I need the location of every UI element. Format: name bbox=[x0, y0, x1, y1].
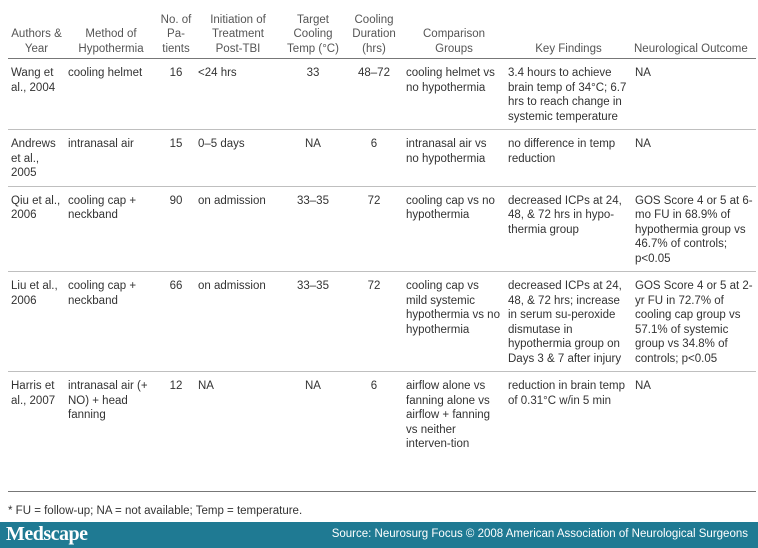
header-method: Method of Hypothermia bbox=[65, 4, 157, 59]
footnote: * FU = follow-up; NA = not available; Temp = temperature. bbox=[8, 505, 303, 517]
cell-patients: 15 bbox=[157, 130, 195, 187]
cell-authors: Andrews et al., 2005 bbox=[8, 130, 65, 187]
header-comparison: Comparison Groups bbox=[403, 4, 505, 59]
cell-authors: Liu et al., 2006 bbox=[8, 272, 65, 372]
cell-target-temp: 33 bbox=[281, 59, 345, 130]
cell-key-findings: reduction in brain temp of 0.31°C w/in 5 min bbox=[508, 380, 625, 407]
source-credit: Source: Neurosurg Focus © 2008 American Association of Neurological Surgeons bbox=[331, 528, 748, 540]
cell-key-findings: decreased ICPs at 24, 48, & 72 hrs in hypo-thermia group bbox=[505, 186, 632, 272]
table-bottom-rule bbox=[8, 491, 756, 492]
cell-patients: 16 bbox=[157, 59, 195, 130]
medscape-logo: Medscape bbox=[6, 523, 88, 545]
header-key-findings: Key Findings bbox=[505, 4, 632, 59]
header-row bbox=[8, 4, 756, 59]
header-outcome: Neurological Outcome bbox=[632, 4, 756, 59]
cell-patients: 66 bbox=[157, 272, 195, 372]
study-table bbox=[8, 4, 756, 457]
footer-bar bbox=[0, 522, 758, 548]
cell-duration: 72 bbox=[345, 272, 403, 372]
cell-authors: Wang et al., 2004 bbox=[8, 59, 65, 130]
cell-method: cooling cap + neckband bbox=[65, 272, 157, 372]
cell-outcome: NA bbox=[635, 380, 651, 392]
cell-outcome: GOS Score 4 or 5 at 2-yr FU in 72.7% of cooling cap group vs 57.1% of systemic group vs 34.8% of controls; p<0.05 bbox=[632, 272, 756, 372]
table-row bbox=[8, 272, 756, 372]
cell-comparison: cooling cap vs mild systemic hypothermia vs no hypothermia bbox=[403, 272, 505, 372]
header-patients: No. of Pa-tients bbox=[157, 4, 195, 59]
cell-target-temp: 33–35 bbox=[281, 272, 345, 372]
cell-comparison: cooling cap vs no hypothermia bbox=[403, 186, 505, 272]
cell-target-temp: NA bbox=[281, 130, 345, 187]
cell-authors: Harris et al., 2007 bbox=[11, 380, 56, 407]
cell-comparison: intranasal air vs no hypothermia bbox=[403, 130, 505, 187]
cell-key-findings: no difference in temp reduction bbox=[505, 130, 632, 187]
cell-key-findings: 3.4 hours to achieve brain temp of 34°C; 6.7 hrs to reach change in systemic temperature bbox=[505, 59, 632, 130]
cell-target-temp: NA bbox=[305, 380, 321, 392]
cell-patients: 12 bbox=[169, 380, 183, 392]
header-target-temp: Target Cooling Temp (°C) bbox=[281, 4, 345, 59]
header-initiation: Initiation of Treatment Post-TBI bbox=[195, 4, 281, 59]
cell-initiation: NA bbox=[198, 380, 214, 392]
cell-initiation: 0–5 days bbox=[195, 130, 281, 187]
cell-comparison: airflow alone vs fanning alone vs airflow + fanning vs neither interven-tion bbox=[406, 380, 491, 450]
header-authors: Authors & Year bbox=[8, 4, 65, 59]
cell-outcome: NA bbox=[632, 59, 756, 130]
cell-patients: 90 bbox=[157, 186, 195, 272]
cell-method: cooling helmet bbox=[65, 59, 157, 130]
cell-comparison: cooling helmet vs no hypothermia bbox=[403, 59, 505, 130]
cell-method: cooling cap + neckband bbox=[65, 186, 157, 272]
cell-initiation: on admission bbox=[195, 272, 281, 372]
table-row bbox=[8, 372, 756, 457]
cell-outcome: NA bbox=[632, 130, 756, 187]
table-row bbox=[8, 186, 756, 272]
cell-outcome: GOS Score 4 or 5 at 6-mo FU in 68.9% of hypothermia group vs 46.7% of controls; p<0.05 bbox=[632, 186, 756, 272]
cell-duration: 6 bbox=[345, 130, 403, 187]
cell-duration: 6 bbox=[370, 380, 378, 392]
cell-initiation: <24 hrs bbox=[195, 59, 281, 130]
cell-method: intranasal air (+ NO) + head fanning bbox=[68, 380, 148, 421]
table-row bbox=[8, 59, 756, 130]
header-duration: Cooling Duration (hrs) bbox=[345, 4, 403, 59]
cell-key-findings: decreased ICPs at 24, 48, & 72 hrs; increase in serum su-peroxide dismutase in hypothermia group on Days 3 & 7 after injury bbox=[505, 272, 632, 372]
cell-target-temp: 33–35 bbox=[281, 186, 345, 272]
cell-authors: Qiu et al., 2006 bbox=[8, 186, 65, 272]
cell-duration: 72 bbox=[345, 186, 403, 272]
table-row bbox=[8, 130, 756, 187]
cell-method: intranasal air bbox=[65, 130, 157, 187]
cell-duration: 48–72 bbox=[345, 59, 403, 130]
cell-initiation: on admission bbox=[195, 186, 281, 272]
